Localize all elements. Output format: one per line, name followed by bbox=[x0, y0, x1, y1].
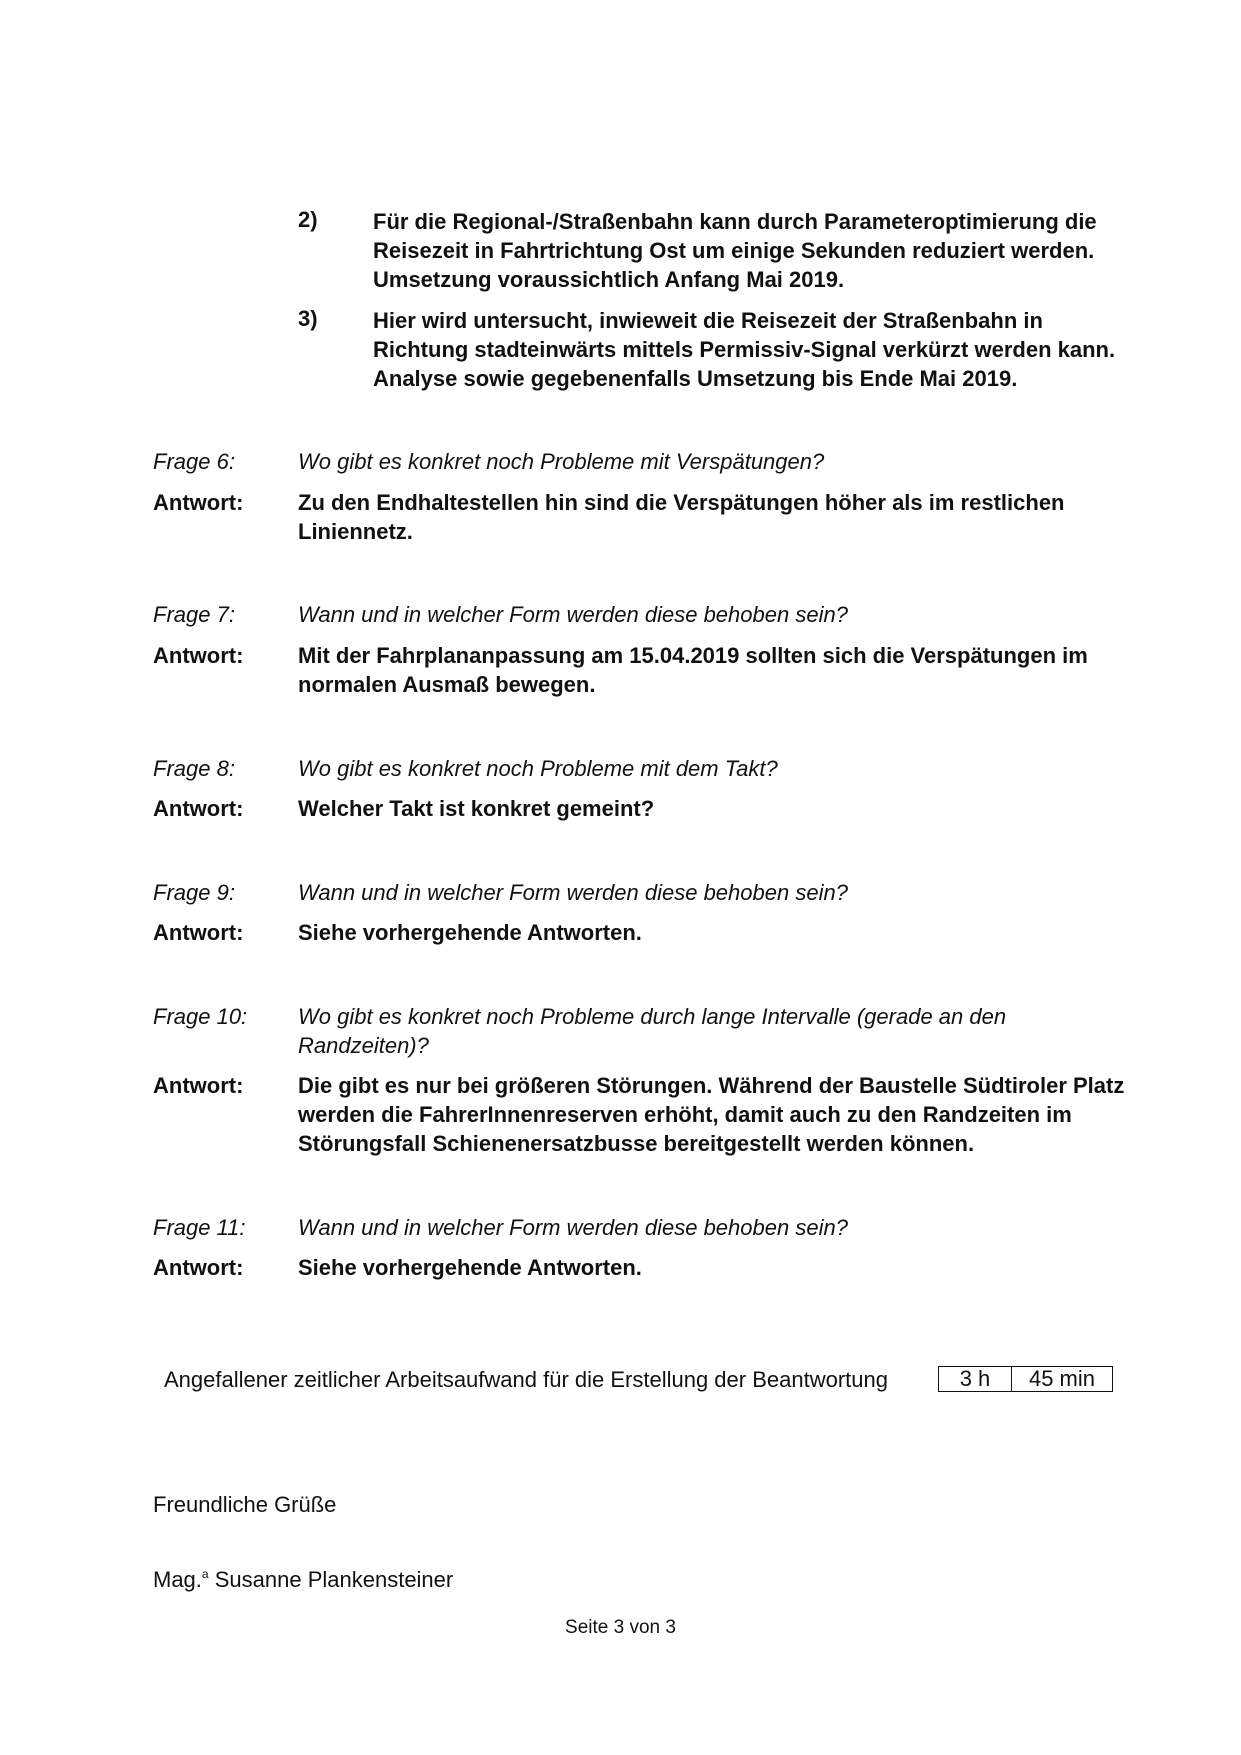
question-text: Wo gibt es konkret noch Probleme durch lange Intervalle (gerade an den Randzeiten)? bbox=[298, 1004, 1007, 1058]
signatory-name: Susanne Plankensteiner bbox=[214, 1567, 454, 1592]
answer-label: Antwort: bbox=[153, 796, 244, 821]
question-text: Wann und in welcher Form werden diese behoben sein? bbox=[298, 602, 848, 627]
answer-text: Siehe vorhergehende Antworten. bbox=[298, 920, 642, 945]
effort-hours: 3 h bbox=[939, 1367, 1012, 1391]
question-text: Wo gibt es konkret noch Probleme mit dem Takt? bbox=[298, 756, 778, 781]
answer-text: Die gibt es nur bei größeren Störungen. Während der Baustelle Südtiroler Platz werden die FahrerInnenreserven erhöht, damit auch zu den Randzeiten im Störungsfall Schienenersatzbusse bereitgestellt werden können. bbox=[298, 1073, 1125, 1156]
effort-minutes: 45 min bbox=[1028, 1366, 1096, 1391]
question-label: Frage 11: bbox=[153, 1215, 246, 1240]
question-label: Frage 6: bbox=[153, 449, 235, 474]
question-text: Wo gibt es konkret noch Probleme mit Verspätungen? bbox=[298, 449, 825, 474]
question-text: Wann und in welcher Form werden diese behoben sein? bbox=[298, 880, 848, 905]
answer-label: Antwort: bbox=[153, 490, 244, 515]
title-superscript: a bbox=[201, 1567, 209, 1581]
question-label: Frage 10: bbox=[153, 1004, 248, 1029]
effort-box bbox=[938, 1366, 1113, 1392]
item-text: Hier wird untersucht, inwieweit die Reisezeit der Straßenbahn in Richtung stadteinwärts mittels Permissiv-Signal verkürzt werden kann. Analyse sowie gegebenenfalls Umsetzung bis Ende Mai 2019. bbox=[373, 308, 1116, 391]
answer-text: Zu den Endhaltestellen hin sind die Verspätungen höher als im restlichen Liniennetz. bbox=[298, 490, 1065, 544]
title-prefix: Mag. bbox=[153, 1567, 202, 1592]
item-text: Für die Regional-/Straßenbahn kann durch Parameteroptimierung die Reisezeit in Fahrtrichtung Ost um einige Sekunden reduziert werden. Umsetzung voraussichtlich Anfang Mai 2019. bbox=[373, 209, 1097, 292]
page-number: Seite 3 von 3 bbox=[565, 1617, 676, 1638]
greeting: Freundliche Grüße bbox=[153, 1492, 337, 1517]
question-label: Frage 7: bbox=[153, 602, 235, 627]
item-number: 2) bbox=[298, 207, 318, 232]
question-label: Frage 9: bbox=[153, 880, 235, 905]
answer-label: Antwort: bbox=[153, 920, 244, 945]
answer-label: Antwort: bbox=[153, 1255, 244, 1280]
answer-label: Antwort: bbox=[153, 643, 244, 668]
effort-label: Angefallener zeitlicher Arbeitsaufwand für die Erstellung der Beantwortung bbox=[164, 1367, 888, 1392]
item-number: 3) bbox=[298, 306, 318, 331]
question-text: Wann und in welcher Form werden diese behoben sein? bbox=[298, 1215, 848, 1240]
answer-text: Mit der Fahrplananpassung am 15.04.2019 sollten sich die Verspätungen im normalen Ausmaß bewegen. bbox=[298, 643, 1088, 697]
answer-text: Welcher Takt ist konkret gemeint? bbox=[298, 796, 655, 821]
question-label: Frage 8: bbox=[153, 756, 235, 781]
answer-text: Siehe vorhergehende Antworten. bbox=[298, 1255, 642, 1280]
signature bbox=[153, 1560, 453, 1594]
answer-label: Antwort: bbox=[153, 1073, 244, 1098]
